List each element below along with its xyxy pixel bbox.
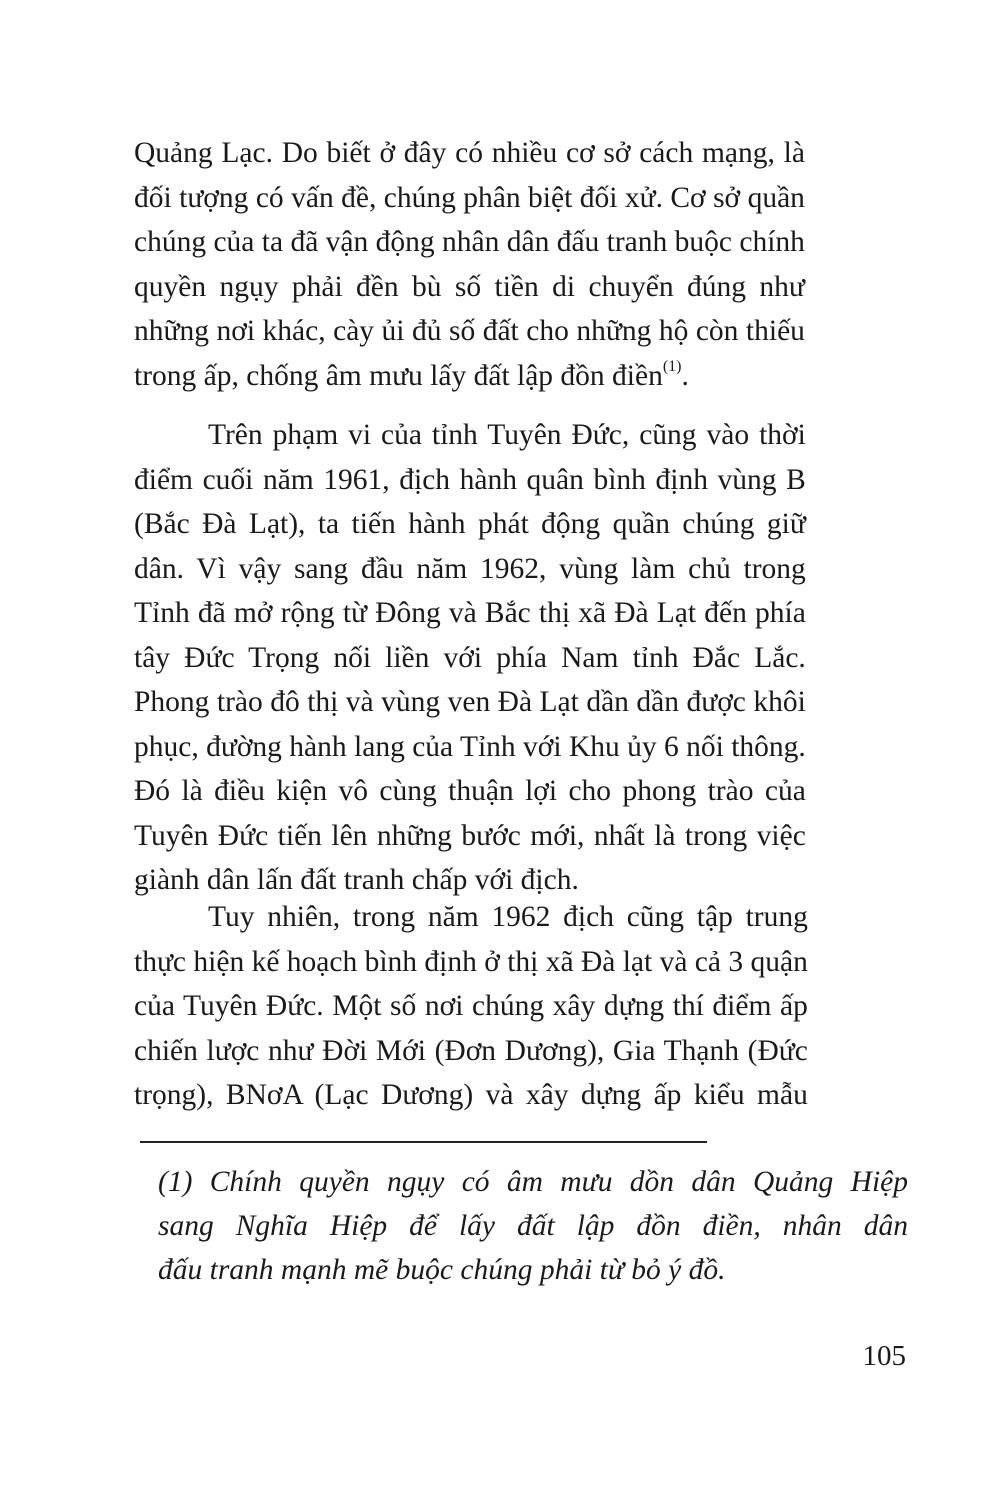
text-line: của Tuyên Đức. Một số nơi chúng xây dựng thí điểm ấp: [134, 990, 808, 1022]
text-line: Tỉnh đã mở rộng từ Đông và Bắc thị xã Đà Lạt đến phía: [134, 597, 806, 629]
text-line: Quảng Lạc. Do biết ở đây có nhiều cơ sở cách mạng, là: [134, 137, 805, 169]
footnote-line: (1) Chính quyền ngụy có âm mưu dồn dân Quảng Hiệp: [158, 1166, 908, 1198]
text-line: Trên phạm vi của tỉnh Tuyên Đức, cũng vào thời: [208, 419, 806, 451]
footnote-divider: [140, 1141, 707, 1143]
text-line: Đó là điều kiện vô cùng thuận lợi cho phong trào của: [134, 775, 806, 807]
paragraph-2: [134, 413, 806, 903]
footnote: [158, 1160, 908, 1292]
text-line: thực hiện kế hoạch bình định ở thị xã Đà lạt và cả 3 quận: [134, 945, 808, 978]
text-line: điểm cuối năm 1961, địch hành quân bình định vùng B: [134, 463, 806, 496]
text-line: những nơi khác, cày ủi đủ số đất cho những hộ còn thiếu: [134, 315, 805, 347]
text-line: Phong trào đô thị và vùng ven Đà Lạt dần dần được khôi: [134, 686, 806, 718]
text-line: chúng của ta đã vận động nhân dân đấu tranh buộc chính: [134, 226, 805, 258]
text-line: giành dân lấn đất tranh chấp với địch.: [134, 864, 579, 896]
text-line: Tuyên Đức tiến lên những bước mới, nhất là trong việc: [134, 819, 806, 852]
text-line-last: [134, 354, 805, 399]
text-line: quyền ngụy phải đền bù số tiền di chuyển đúng như: [134, 270, 805, 303]
text-line: phục, đường hành lang của Tỉnh với Khu ủy 6 nối thông.: [134, 730, 806, 763]
text-line: Tuy nhiên, trong năm 1962 địch cũng tập trung: [208, 901, 808, 933]
page-number: 105: [862, 1340, 906, 1372]
text-line: (Bắc Đà Lạt), ta tiến hành phát động quần chúng giữ: [134, 508, 806, 540]
text-line-content: trong ấp, chống âm mưu lấy đất lập đồn điền: [134, 359, 663, 392]
text-line: chiến lược như Đời Mới (Đơn Dương), Gia Thạnh (Đức: [134, 1034, 808, 1067]
text-line: đối tượng có vấn đề, chúng phân biệt đối xử. Cơ sở quần: [134, 181, 805, 214]
footnote-line: sang Nghĩa Hiệp để lấy đất lập đồn điền, nhân dân: [158, 1210, 908, 1242]
text-line: trọng), BNơA (Lạc Dương) và xây dựng ấp kiểu mẫu: [134, 1079, 808, 1111]
footnote-line: đấu tranh mạnh mẽ buộc chúng phải từ bỏ ý đồ.: [158, 1254, 726, 1286]
text-line: dân. Vì vậy sang đầu năm 1962, vùng làm chủ trong: [134, 552, 806, 585]
footnote-reference: (1): [662, 357, 682, 375]
text-line: tây Đức Trọng nối liền với phía Nam tỉnh Đắc Lắc.: [134, 641, 806, 674]
line-trailing-punctuation: .: [681, 359, 689, 392]
paragraph-1: [134, 131, 805, 398]
paragraph-3: [134, 895, 808, 1118]
